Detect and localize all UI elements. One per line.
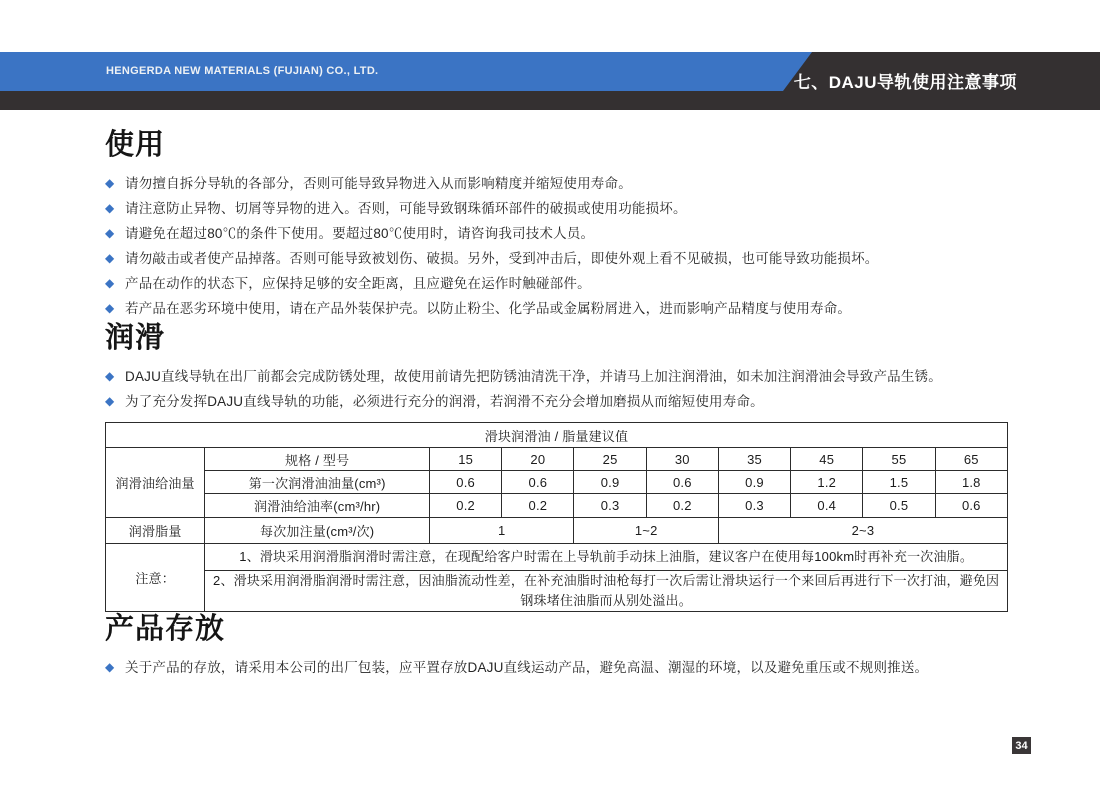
table-cell: 0.3 bbox=[574, 494, 646, 518]
column-header: 35 bbox=[718, 448, 790, 471]
list-item bbox=[105, 246, 1017, 271]
bullet-text: 请勿擅自拆分导轨的各部分，否则可能导致异物进入从而影响精度并缩短使用寿命。 bbox=[125, 176, 632, 191]
table-cell: 0.6 bbox=[935, 494, 1007, 518]
table-cell: 2~3 bbox=[718, 518, 1007, 544]
column-header: 65 bbox=[935, 448, 1007, 471]
chapter-title: 七、DAJU导轨使用注意事项 bbox=[793, 73, 1017, 92]
list-item bbox=[105, 171, 1017, 196]
table-row bbox=[106, 448, 1008, 471]
bullet-text: 关于产品的存放，请采用本公司的出厂包装，应平置存放DAJU直线运动产品，避免高温、潮湿的环境，以及避免重压或不规则推送。 bbox=[125, 660, 929, 675]
table-row bbox=[106, 471, 1008, 494]
usage-bullet-list bbox=[105, 171, 1017, 321]
diamond-bullet-icon: ◆ bbox=[105, 226, 115, 240]
diamond-bullet-icon: ◆ bbox=[105, 394, 115, 408]
table-cell: 0.3 bbox=[718, 494, 790, 518]
table-cell: 0.4 bbox=[791, 494, 863, 518]
table-cell: 1~2 bbox=[574, 518, 718, 544]
table-row bbox=[106, 423, 1008, 448]
bullet-text: DAJU直线导轨在出厂前都会完成防锈处理，故使用前请先把防锈油清洗干净，并请马上加注润滑油，如未加注润滑油会导致产品生锈。 bbox=[125, 369, 942, 384]
table-cell: 1.5 bbox=[863, 471, 935, 494]
column-header: 25 bbox=[574, 448, 646, 471]
storage-section-title: 产品存放 bbox=[105, 613, 226, 645]
diamond-bullet-icon: ◆ bbox=[105, 369, 115, 383]
note-text: 2、滑块采用润滑脂润滑时需注意，因油脂流动性差，在补充油脂时油枪每打一次后需让滑块运行一个来回后再进行下一次打油，避免因钢珠堵住油脂而从别处溢出。 bbox=[205, 571, 1008, 612]
table-row bbox=[106, 518, 1008, 544]
table-row bbox=[106, 494, 1008, 518]
page-number-badge: 34 bbox=[1012, 737, 1031, 754]
column-header: 20 bbox=[502, 448, 574, 471]
table-cell: 0.5 bbox=[863, 494, 935, 518]
usage-section-title: 使用 bbox=[105, 129, 166, 161]
bullet-text: 请注意防止异物、切屑等异物的进入。否则，可能导致钢珠循环部件的破损或使用功能损坏。 bbox=[125, 201, 687, 216]
company-name: HENGERDA NEW MATERIALS (FUJIAN) CO., LTD. bbox=[106, 65, 379, 77]
table-cell: 0.9 bbox=[574, 471, 646, 494]
bullet-text: 请避免在超过80℃的条件下使用。要超过80℃使用时，请咨询我司技术人员。 bbox=[125, 226, 595, 241]
table-cell: 1.2 bbox=[791, 471, 863, 494]
table-cell: 1 bbox=[430, 518, 574, 544]
row-group-grease: 润滑脂量 bbox=[106, 518, 205, 544]
column-header: 55 bbox=[863, 448, 935, 471]
table-caption: 滑块润滑油 / 脂量建议值 bbox=[106, 423, 1008, 448]
lubrication-bullet-list bbox=[105, 364, 1017, 414]
storage-bullet-list bbox=[105, 655, 1017, 680]
table-row bbox=[106, 571, 1008, 612]
table-cell: 1.8 bbox=[935, 471, 1007, 494]
page-content bbox=[105, 128, 1017, 680]
column-header: 30 bbox=[646, 448, 718, 471]
row-group-note: 注意： bbox=[106, 544, 205, 612]
row-label: 每次加注量(cm³/次) bbox=[205, 518, 430, 544]
table-cell: 0.9 bbox=[718, 471, 790, 494]
column-header: 15 bbox=[430, 448, 502, 471]
list-item bbox=[105, 271, 1017, 296]
row-label: 润滑油给油率(cm³/hr) bbox=[205, 494, 430, 518]
note-text: 1、滑块采用润滑脂润滑时需注意，在现配给客户时需在上导轨前手动抹上油脂，建议客户在使用每100km时再补充一次油脂。 bbox=[205, 544, 1008, 571]
diamond-bullet-icon: ◆ bbox=[105, 251, 115, 265]
diamond-bullet-icon: ◆ bbox=[105, 176, 115, 190]
diamond-bullet-icon: ◆ bbox=[105, 201, 115, 215]
list-item bbox=[105, 196, 1017, 221]
lubrication-table bbox=[105, 422, 1008, 612]
bullet-text: 请勿敲击或者使产品掉落。否则可能导致被划伤、破损。另外，受到冲击后，即使外观上看不见破损，也可能导致功能损坏。 bbox=[125, 251, 879, 266]
diamond-bullet-icon: ◆ bbox=[105, 301, 115, 315]
list-item bbox=[105, 221, 1017, 246]
table-cell: 0.2 bbox=[430, 494, 502, 518]
row-group-oil: 润滑油给油量 bbox=[106, 448, 205, 518]
row-label: 第一次润滑油油量(cm³) bbox=[205, 471, 430, 494]
table-cell: 0.6 bbox=[502, 471, 574, 494]
table-cell: 0.2 bbox=[502, 494, 574, 518]
table-cell: 0.6 bbox=[646, 471, 718, 494]
list-item bbox=[105, 296, 1017, 321]
table-row bbox=[106, 544, 1008, 571]
diamond-bullet-icon: ◆ bbox=[105, 276, 115, 290]
list-item bbox=[105, 389, 1017, 414]
list-item bbox=[105, 655, 1017, 680]
table-cell: 0.2 bbox=[646, 494, 718, 518]
diamond-bullet-icon: ◆ bbox=[105, 660, 115, 674]
table-cell: 0.6 bbox=[430, 471, 502, 494]
column-header: 规格 / 型号 bbox=[205, 448, 430, 471]
lubrication-section-title: 润滑 bbox=[105, 322, 166, 354]
bullet-text: 为了充分发挥DAJU直线导轨的功能，必须进行充分的润滑，若润滑不充分会增加磨损从而缩短使用寿命。 bbox=[125, 394, 764, 409]
bullet-text: 若产品在恶劣环境中使用，请在产品外装保护壳。以防止粉尘、化学品或金属粉屑进入，进而影响产品精度与使用寿命。 bbox=[125, 301, 852, 316]
column-header: 45 bbox=[791, 448, 863, 471]
bullet-text: 产品在动作的状态下，应保持足够的安全距离，且应避免在运作时触碰部件。 bbox=[125, 276, 591, 291]
list-item bbox=[105, 364, 1017, 389]
